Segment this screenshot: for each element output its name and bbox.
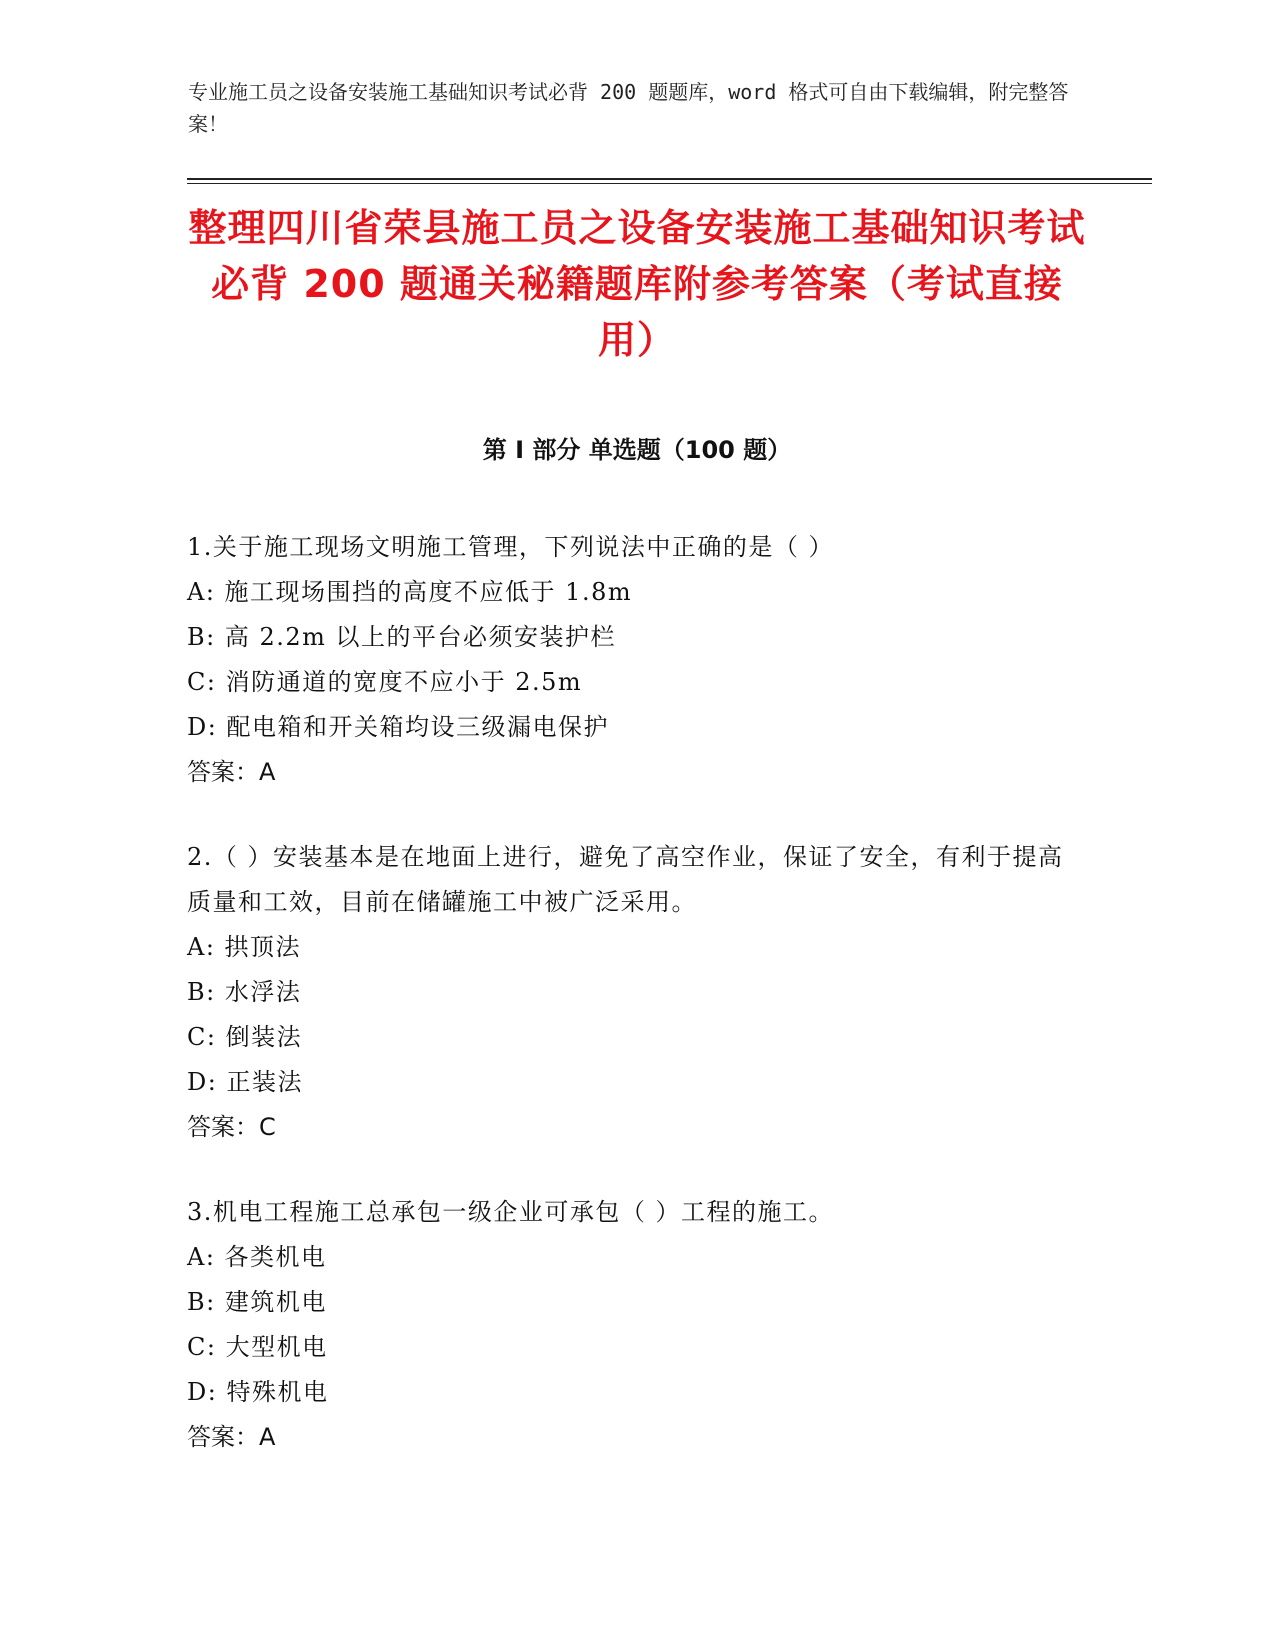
option-a: A: 各类机电 bbox=[187, 1243, 327, 1271]
answer-line: 答案：A bbox=[187, 758, 276, 786]
option-a: A: 施工现场围挡的高度不应低于 1.8m bbox=[187, 578, 633, 606]
question-stem: 1.关于施工现场文明施工管理，下列说法中正确的是（ ） bbox=[187, 533, 835, 561]
option-d: D: 正装法 bbox=[187, 1068, 303, 1096]
option-b: B: 建筑机电 bbox=[187, 1288, 327, 1316]
option-d: D: 特殊机电 bbox=[187, 1378, 329, 1406]
option-c: C: 倒装法 bbox=[187, 1023, 303, 1051]
option-d: D: 配电箱和开关箱均设三级漏电保护 bbox=[187, 713, 609, 741]
question-2 bbox=[187, 835, 1067, 1150]
answer-line: 答案：C bbox=[187, 1113, 276, 1141]
document-title: 整理四川省荣县施工员之设备安装施工基础知识考试必背 200 题通关秘籍题库附参考答案（考试直接用） bbox=[188, 206, 1086, 362]
option-c: C: 消防通道的宽度不应小于 2.5m bbox=[187, 668, 583, 696]
question-list bbox=[187, 525, 1067, 1500]
question-stem: 3.机电工程施工总承包一级企业可承包（ ）工程的施工。 bbox=[187, 1198, 835, 1226]
answer-line: 答案：A bbox=[187, 1423, 276, 1451]
option-a: A: 拱顶法 bbox=[187, 933, 302, 961]
section-title: 第 I 部分 单选题（100 题） bbox=[482, 436, 792, 464]
question-3 bbox=[187, 1190, 1067, 1460]
option-b: B: 水浮法 bbox=[187, 978, 302, 1006]
option-b: B: 高 2.2m 以上的平台必须安装护栏 bbox=[187, 623, 617, 651]
question-1 bbox=[187, 525, 1067, 795]
question-stem: 2.（ ）安装基本是在地面上进行，避免了高空作业，保证了安全，有利于提高质量和工效，目前在储罐施工中被广泛采用。 bbox=[187, 843, 1064, 916]
header-divider-thick bbox=[187, 178, 1152, 180]
option-c: C: 大型机电 bbox=[187, 1333, 328, 1361]
header-divider-thin bbox=[187, 183, 1152, 184]
header-note: 专业施工员之设备安装施工基础知识考试必背 200 题题库，word 格式可自由下载编辑，附完整答案！ bbox=[188, 80, 1069, 136]
